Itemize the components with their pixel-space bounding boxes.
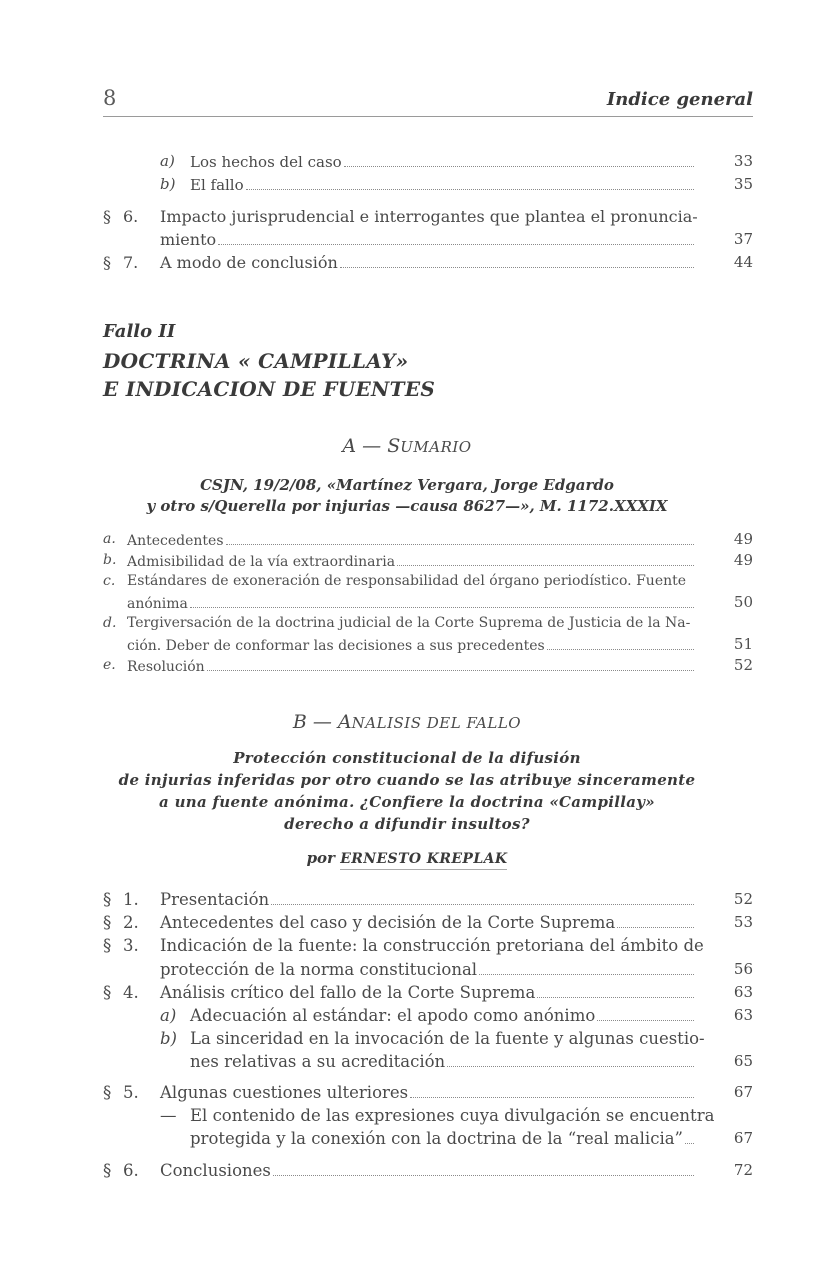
entry-marker: b)	[160, 175, 176, 193]
entry-text: El fallo	[190, 176, 244, 194]
entry-text: Adecuación al estándar: el apodo como anónimo	[190, 1006, 596, 1025]
analisis-subentry-b	[103, 1027, 753, 1073]
entry-page: 56	[733, 960, 753, 978]
entry-marker: a.	[103, 531, 116, 547]
entry-marker: b.	[103, 552, 117, 568]
entry-text: anónima	[127, 596, 188, 612]
entry-text: ción. Deber de conformar las decisiones a sus precedentes	[127, 638, 545, 654]
section-sign: §	[103, 207, 111, 226]
entry-page: 65	[733, 1052, 753, 1070]
section-number: 3.	[123, 936, 139, 955]
analysis-title-line-4: derecho a difundir insultos?	[284, 815, 530, 833]
entry-text: Algunas cuestiones ulteriores	[160, 1083, 409, 1102]
dot-leader	[207, 655, 694, 671]
dot-leader	[344, 151, 694, 167]
toc-section-7	[103, 251, 753, 274]
entry-text: Tergiversación de la doctrina judicial de la Corte Suprema de Justicia de la Na-	[127, 615, 691, 631]
heading-rest: NALISIS DEL FALLO	[351, 714, 522, 732]
heading-prefix: A —	[342, 435, 388, 457]
entry-page: 72	[733, 1161, 753, 1179]
dot-leader	[397, 550, 694, 566]
author-byline	[0, 849, 814, 867]
sumario-entry-d	[103, 613, 753, 655]
dot-leader	[340, 251, 694, 268]
entry-text: Impacto jurisprudencial e interrogantes que plantea el pronuncia-	[160, 207, 698, 226]
dot-leader	[537, 981, 694, 998]
entry-page: 33	[733, 152, 753, 170]
toc-entry-b	[103, 174, 753, 195]
entry-marker: e.	[103, 657, 116, 673]
dot-leader	[271, 888, 694, 905]
dot-leader	[246, 174, 694, 190]
entry-page: 35	[733, 175, 753, 193]
toc-entry-a	[103, 151, 753, 172]
entry-page: 67	[733, 1083, 753, 1101]
entry-text: El contenido de las expresiones cuya divulgación se encuentra	[190, 1106, 715, 1125]
entry-text: Indicación de la fuente: la construcción pretoriana del ámbito de	[160, 936, 704, 955]
entry-marker: —	[160, 1106, 177, 1125]
entry-page: 52	[733, 656, 753, 674]
entry-text: protegida y la conexión con la doctrina de la “real malicia”	[190, 1129, 683, 1148]
entry-page: 50	[733, 593, 753, 611]
entry-text: miento	[160, 230, 217, 249]
entry-text: Los hechos del caso	[190, 153, 342, 171]
header-title: Indice general	[606, 89, 753, 110]
dot-leader	[410, 1081, 694, 1098]
heading-rest: UMARIO	[400, 438, 472, 456]
dot-leader	[226, 529, 694, 545]
dot-leader	[547, 634, 694, 650]
section-sign: §	[103, 983, 112, 1002]
entry-page: 49	[733, 530, 753, 548]
section-number: 1.	[123, 890, 139, 909]
entry-text: Estándares de exoneración de responsabilidad del órgano periodístico. Fuente	[127, 573, 687, 589]
section-number: 7.	[123, 253, 139, 272]
section-number: 4.	[123, 983, 139, 1002]
fallo-title-line-1: DOCTRINA « CAMPILLAY»	[103, 349, 409, 373]
fallo-label: Fallo II	[103, 321, 176, 342]
case-citation-line-2: y otro s/Querella por injurias —causa 8627—», M. 1172.XXXIX	[146, 497, 668, 515]
entry-page: 44	[733, 253, 753, 271]
entry-page: 53	[733, 913, 753, 931]
entry-page: 67	[733, 1129, 753, 1147]
entry-marker: a)	[160, 1006, 177, 1025]
entry-text: Admisibilidad de la vía extraordinaria	[127, 554, 396, 570]
section-sign: §	[103, 936, 112, 955]
page-number: 8	[103, 86, 117, 110]
dot-leader	[447, 1050, 694, 1067]
entry-text: Antecedentes del caso y decisión de la Corte Suprema	[160, 913, 616, 932]
entry-text: protección de la norma constitucional	[160, 960, 478, 979]
dot-leader	[479, 958, 694, 975]
entry-text: Presentación	[160, 890, 270, 909]
sumario-heading	[0, 435, 814, 457]
entry-page: 63	[733, 983, 753, 1001]
section-sign: §	[103, 253, 111, 272]
section-sign: §	[103, 913, 112, 932]
dot-leader	[685, 1127, 694, 1144]
dot-leader	[617, 911, 694, 928]
section-number: 6.	[123, 1161, 139, 1180]
case-citation-line-1: CSJN, 19/2/08, «Martínez Vergara, Jorge Edgardo	[200, 476, 614, 494]
entry-text: Resolución	[127, 659, 205, 675]
running-header	[103, 84, 753, 117]
entry-text: Análisis crítico del fallo de la Corte Suprema	[160, 983, 536, 1002]
section-sign: §	[103, 890, 112, 909]
sumario-entry-c	[103, 571, 753, 613]
entry-marker: d.	[103, 615, 117, 631]
section-number: 6.	[123, 207, 139, 226]
entry-text: La sinceridad en la invocación de la fuente y algunas cuestio-	[190, 1029, 705, 1048]
entry-page: 63	[733, 1006, 753, 1024]
heading-prefix: B —	[292, 711, 338, 733]
dot-leader	[597, 1004, 694, 1021]
section-number: 2.	[123, 913, 139, 932]
analisis-subentry-dash	[103, 1104, 753, 1150]
entry-marker: c.	[103, 573, 116, 589]
analysis-title-line-2: de injurias inferidas por otro cuando se las atribuye sinceramente	[118, 771, 696, 789]
entry-page: 37	[733, 230, 753, 248]
entry-text: Antecedentes	[127, 533, 224, 549]
fallo-title-line-2: E INDICACION DE FUENTES	[103, 377, 436, 401]
dot-leader	[190, 592, 694, 608]
dot-leader	[218, 228, 694, 245]
heading-initial: S	[387, 435, 401, 457]
analysis-title-line-1: Protección constitucional de la difusión	[233, 749, 581, 767]
author-name: ERNESTO KREPLAK	[340, 851, 507, 870]
analysis-title-line-3: a una fuente anónima. ¿Confiere la doctrina «Campillay»	[159, 793, 655, 811]
toc-section-6	[103, 205, 753, 253]
entry-page: 49	[733, 551, 753, 569]
entry-text: A modo de conclusión	[160, 253, 338, 272]
section-sign: §	[103, 1161, 112, 1180]
entry-text: nes relativas a su acreditación	[190, 1052, 446, 1071]
entry-marker: b)	[160, 1029, 177, 1048]
analisis-heading	[0, 711, 814, 733]
analisis-section-3	[103, 934, 753, 980]
entry-marker: a)	[160, 152, 175, 170]
entry-page: 51	[733, 635, 753, 653]
heading-initial: A	[337, 711, 352, 733]
section-sign: §	[103, 1083, 112, 1102]
entry-text: Conclusiones	[160, 1161, 271, 1180]
author-prefix: por	[306, 849, 341, 867]
dot-leader	[273, 1159, 694, 1176]
section-number: 5.	[123, 1083, 139, 1102]
entry-page: 52	[733, 890, 753, 908]
